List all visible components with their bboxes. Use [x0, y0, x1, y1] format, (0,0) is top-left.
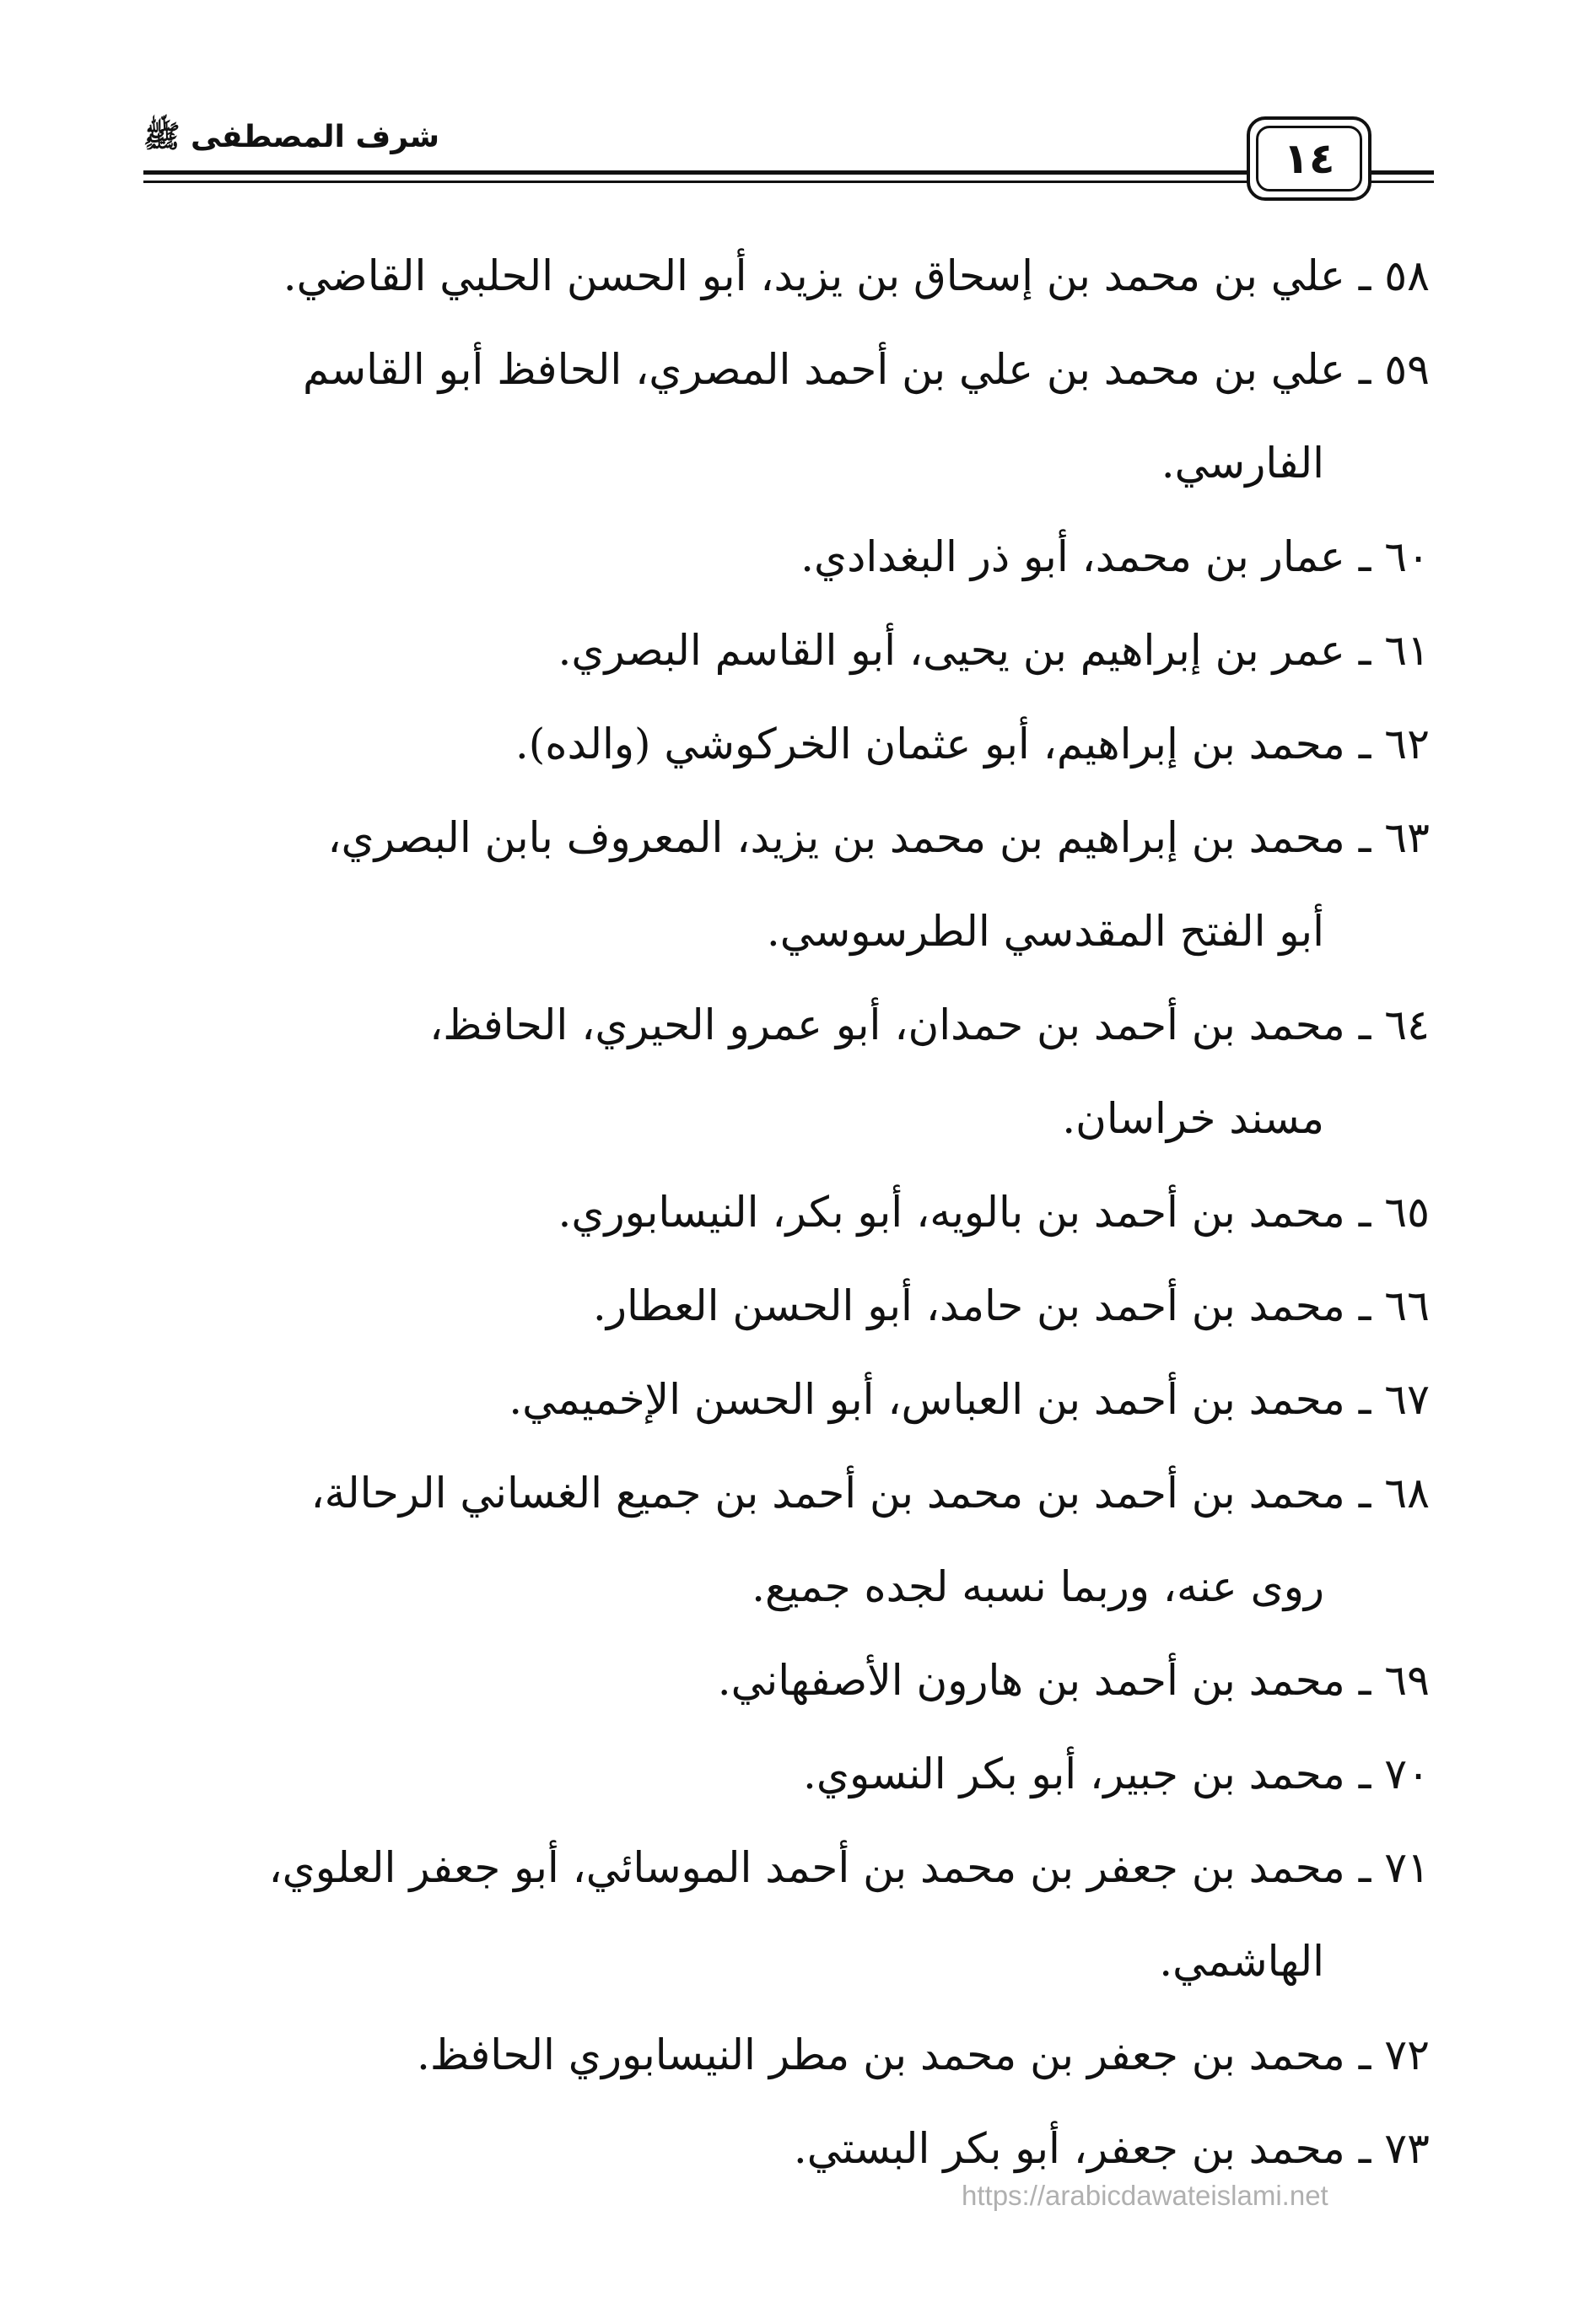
entry-number: ٦٦	[1384, 1281, 1430, 1330]
list-item: ٧٠ ـ محمد بن جبير، أبو بكر النسوي.	[802, 1750, 1430, 1798]
entry-number: ٧٣	[1384, 2124, 1430, 2173]
page-number: ١٤	[1256, 126, 1362, 191]
entry-number: ٥٨	[1384, 251, 1430, 300]
page-number-frame	[1247, 116, 1371, 201]
entry-number: ٦٩	[1384, 1656, 1430, 1705]
list-item: ٦٥ ـ محمد بن أحمد بن بالويه، أبو بكر، النيسابوري.	[558, 1188, 1430, 1237]
entry-text: محمد بن أحمد بن العباس، أبو الحسن الإخميمي.	[509, 1375, 1345, 1424]
entry-text: محمد بن أحمد بن هارون الأصفهاني.	[717, 1656, 1345, 1705]
list-item: ٦٧ ـ محمد بن أحمد بن العباس، أبو الحسن الإخميمي.	[509, 1375, 1430, 1424]
narrator-list	[148, 229, 1430, 2196]
list-item: ٦٩ ـ محمد بن أحمد بن هارون الأصفهاني.	[717, 1656, 1430, 1705]
list-item: ٧٢ ـ محمد بن جعفر بن محمد بن مطر النيسابوري الحافظ.	[416, 2030, 1430, 2079]
entry-number: ٥٩	[1384, 345, 1430, 394]
entry-number: ٦٨	[1384, 1469, 1430, 1518]
list-item: ٥٩ ـ علي بن محمد بن علي بن أحمد المصري، الحافظ أبو القاسم الفارسي.	[148, 323, 1430, 510]
entry-text: محمد بن جبير، أبو بكر النسوي.	[802, 1750, 1345, 1798]
entry-text: محمد بن إبراهيم بن محمد بن يزيد، المعروف بابن البصري،	[327, 813, 1345, 862]
entry-number: ٦٠	[1384, 532, 1430, 581]
entry-text: محمد بن أحمد بن محمد بن أحمد بن جميع الغساني الرحالة،	[310, 1469, 1345, 1518]
entry-continuation: مسند خراسان.	[1062, 1094, 1324, 1143]
list-item: ٦١ ـ عمر بن إبراهيم بن يحيى، أبو القاسم البصري.	[558, 626, 1430, 675]
page-header	[143, 100, 1434, 201]
entry-number: ٦٤	[1384, 1000, 1430, 1049]
header-rule-thin	[143, 181, 1434, 183]
list-item: ٦٢ ـ محمد بن إبراهيم، أبو عثمان الخركوشي (والده).	[515, 720, 1430, 768]
entry-text: محمد بن جعفر، أبو بكر البستي.	[793, 2124, 1345, 2173]
entry-text: محمد بن أحمد بن حمدان، أبو عمرو الحيري، الحافظ،	[429, 1000, 1345, 1049]
list-item: ٦٠ ـ عمار بن محمد، أبو ذر البغدادي.	[800, 532, 1430, 581]
entry-text: محمد بن أحمد بن حامد، أبو الحسن العطار.	[592, 1281, 1345, 1330]
entry-continuation: الفارسي.	[1161, 439, 1324, 488]
entry-continuation: أبو الفتح المقدسي الطرسوسي.	[766, 907, 1324, 956]
entry-text: عمر بن إبراهيم بن يحيى، أبو القاسم البصري.	[558, 626, 1345, 675]
list-item: ٥٨ ـ علي بن محمد بن إسحاق بن يزيد، أبو الحسن الحلبي القاضي.	[283, 251, 1430, 300]
entry-text: محمد بن جعفر بن محمد بن أحمد الموسائي، أبو جعفر العلوي،	[268, 1843, 1345, 1892]
entry-continuation: روى عنه، وربما نسبه لجده جميع.	[752, 1562, 1324, 1611]
entry-number: ٦٧	[1384, 1375, 1430, 1424]
list-item: ٦٣ ـ محمد بن إبراهيم بن محمد بن يزيد، المعروف بابن البصري، أبو الفتح المقدسي الطرسوسي.	[148, 791, 1430, 979]
entry-number: ٧٢	[1384, 2030, 1430, 2079]
entry-number: ٦١	[1384, 626, 1430, 675]
entry-number: ٧٠	[1384, 1750, 1430, 1798]
book-title: شرف المصطفى ﷺ	[143, 120, 440, 154]
header-rule	[143, 170, 1434, 175]
entry-text: علي بن محمد بن إسحاق بن يزيد، أبو الحسن الحلبي القاضي.	[283, 251, 1345, 300]
list-item: ٦٨ ـ محمد بن أحمد بن محمد بن أحمد بن جميع الغساني الرحالة، روى عنه، وربما نسبه لجده جميع.	[148, 1447, 1430, 1634]
entry-text: محمد بن أحمد بن بالويه، أبو بكر، النيسابوري.	[558, 1188, 1345, 1237]
entry-number: ٧١	[1384, 1843, 1430, 1892]
list-item: ٦٤ ـ محمد بن أحمد بن حمدان، أبو عمرو الحيري، الحافظ، مسند خراسان.	[148, 979, 1430, 1166]
list-item: ٧٣ ـ محمد بن جعفر، أبو بكر البستي.	[793, 2124, 1430, 2173]
entry-text: عمار بن محمد، أبو ذر البغدادي.	[800, 532, 1345, 581]
list-item: ٦٦ ـ محمد بن أحمد بن حامد، أبو الحسن العطار.	[592, 1281, 1430, 1330]
entry-number: ٦٥	[1384, 1188, 1430, 1237]
entry-continuation: الهاشمي.	[1159, 1937, 1324, 1986]
entry-number: ٦٣	[1384, 813, 1430, 862]
entry-text: محمد بن جعفر بن محمد بن مطر النيسابوري الحافظ.	[416, 2030, 1345, 2079]
entry-text: علي بن محمد بن علي بن أحمد المصري، الحافظ أبو القاسم	[302, 345, 1345, 394]
entry-text: محمد بن إبراهيم، أبو عثمان الخركوشي (والده).	[515, 720, 1345, 768]
list-item: ٧١ ـ محمد بن جعفر بن محمد بن أحمد الموسائي، أبو جعفر العلوي، الهاشمي.	[148, 1821, 1430, 2009]
entry-number: ٦٢	[1384, 720, 1430, 768]
source-watermark: https://arabicdawateislami.net	[962, 2180, 1328, 2211]
